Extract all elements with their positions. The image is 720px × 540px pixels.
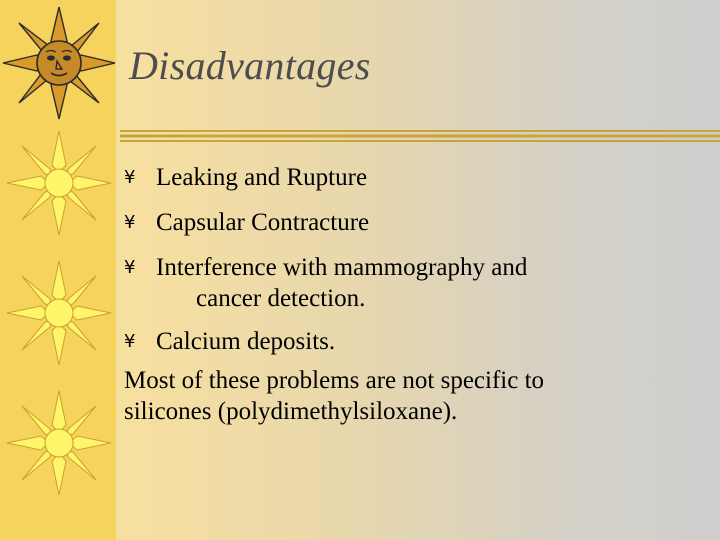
bullet-text: Interference with mammography and: [156, 254, 528, 281]
sun-icon: [4, 258, 114, 368]
sun-icon: [4, 388, 114, 498]
bullet-item: [124, 207, 714, 238]
summary-note-line: Most of these problems are not specific to: [124, 367, 545, 394]
bullet-text: Leaking and Rupture: [156, 164, 368, 191]
asterisk-star-icon: ¥: [124, 212, 136, 233]
bullet-text-continuation: cancer detection.: [196, 285, 366, 312]
bullet-text: Capsular Contracture: [156, 209, 370, 236]
slide-title: Disadvantages: [129, 43, 371, 88]
asterisk-star-icon: ¥: [124, 331, 136, 352]
slide-body: [124, 162, 714, 427]
asterisk-star-icon: ¥: [124, 257, 136, 278]
bullet-item: [124, 162, 714, 193]
asterisk-star-icon: ¥: [124, 167, 136, 188]
sun-face-logo-icon: [0, 4, 118, 122]
summary-note: [124, 365, 714, 427]
bullet-item: [124, 326, 714, 357]
summary-note-line: silicones (polydimethylsiloxane).: [124, 398, 458, 425]
sun-icon: [4, 128, 114, 238]
bullet-text: Calcium deposits.: [156, 328, 336, 355]
title-divider: [120, 128, 720, 144]
bullet-item: [124, 252, 714, 314]
